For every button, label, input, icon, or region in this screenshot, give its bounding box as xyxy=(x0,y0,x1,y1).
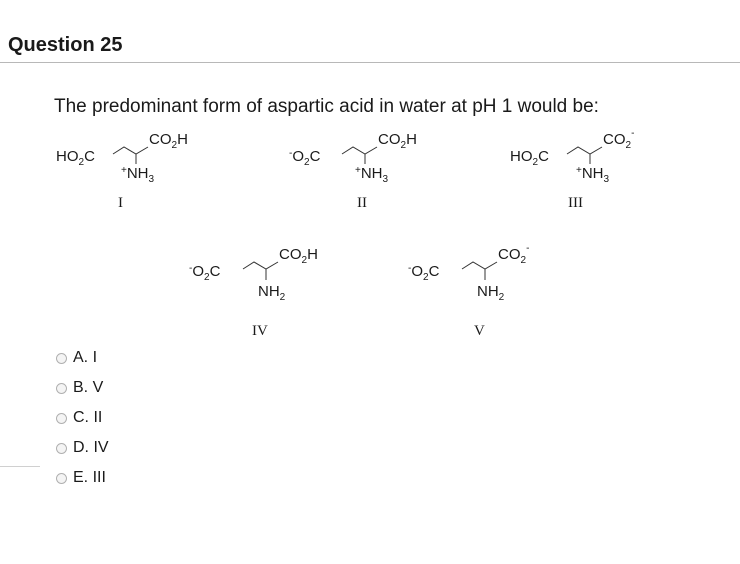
structure-iii-amine-group: $^+NH_3$ xyxy=(576,165,610,185)
option-a-radio[interactable] xyxy=(56,353,67,364)
option-b-label[interactable]: B. V xyxy=(73,379,104,396)
option-a[interactable] xyxy=(56,343,109,373)
question-title: Question 25 xyxy=(8,34,123,56)
structure-iii-left-group: $HO_2C$ xyxy=(510,148,549,168)
question-stem: The predominant form of aspartic acid in water at pH 1 would be: xyxy=(54,96,599,117)
structure-i-amine-group: $^+NH_3$ xyxy=(121,165,155,185)
structure-i-right-group: $CO_2H$ xyxy=(149,131,188,151)
structure-v-amine-group: $NH_2$ xyxy=(477,283,505,303)
structure-v-right-group: $CO_2^-$ xyxy=(498,243,530,266)
option-e-label[interactable]: E. III xyxy=(73,469,106,486)
structure-v-chain xyxy=(462,262,497,269)
option-e[interactable] xyxy=(56,463,109,493)
structure-v xyxy=(408,243,529,339)
structure-v-numeral: V xyxy=(474,323,485,339)
option-b[interactable] xyxy=(56,373,109,403)
structure-ii-right-group: $CO_2H$ xyxy=(378,131,417,151)
structure-i xyxy=(56,131,188,211)
structure-iv-numeral: IV xyxy=(252,323,268,339)
answer-options xyxy=(56,343,109,493)
structure-ii-numeral: II xyxy=(357,195,367,211)
structure-iv xyxy=(189,246,318,339)
structure-iv-right-group: $CO_2H$ xyxy=(279,246,318,266)
option-c-radio[interactable] xyxy=(56,413,67,424)
option-c[interactable] xyxy=(56,403,109,433)
structure-ii-chain xyxy=(342,147,377,154)
structure-ii xyxy=(289,131,417,211)
structure-iv-chain xyxy=(243,262,278,269)
structure-iii-numeral: III xyxy=(568,195,583,211)
option-d-radio[interactable] xyxy=(56,443,67,454)
left-divider xyxy=(0,466,40,467)
option-d[interactable] xyxy=(56,433,109,463)
structure-iii-chain xyxy=(567,147,602,154)
option-a-label[interactable]: A. I xyxy=(73,349,98,366)
structure-i-chain xyxy=(113,147,148,154)
option-d-label[interactable]: D. IV xyxy=(73,439,109,456)
structure-ii-left-group: $^-O_2C$ xyxy=(289,148,321,168)
option-c-label[interactable]: C. II xyxy=(73,409,103,426)
structure-iii xyxy=(510,128,634,211)
structure-iv-amine-group: $NH_2$ xyxy=(258,283,286,303)
structure-v-left-group: $^-O_2C$ xyxy=(408,263,440,283)
structure-i-numeral: I xyxy=(118,195,123,211)
structure-i-left-group: $HO_2C$ xyxy=(56,148,95,168)
structure-iv-left-group: $^-O_2C$ xyxy=(189,263,221,283)
option-b-radio[interactable] xyxy=(56,383,67,394)
structure-iii-right-group: $CO_2^-$ xyxy=(603,128,635,151)
option-e-radio[interactable] xyxy=(56,473,67,484)
structure-ii-amine-group: $^+NH_3$ xyxy=(355,165,389,185)
